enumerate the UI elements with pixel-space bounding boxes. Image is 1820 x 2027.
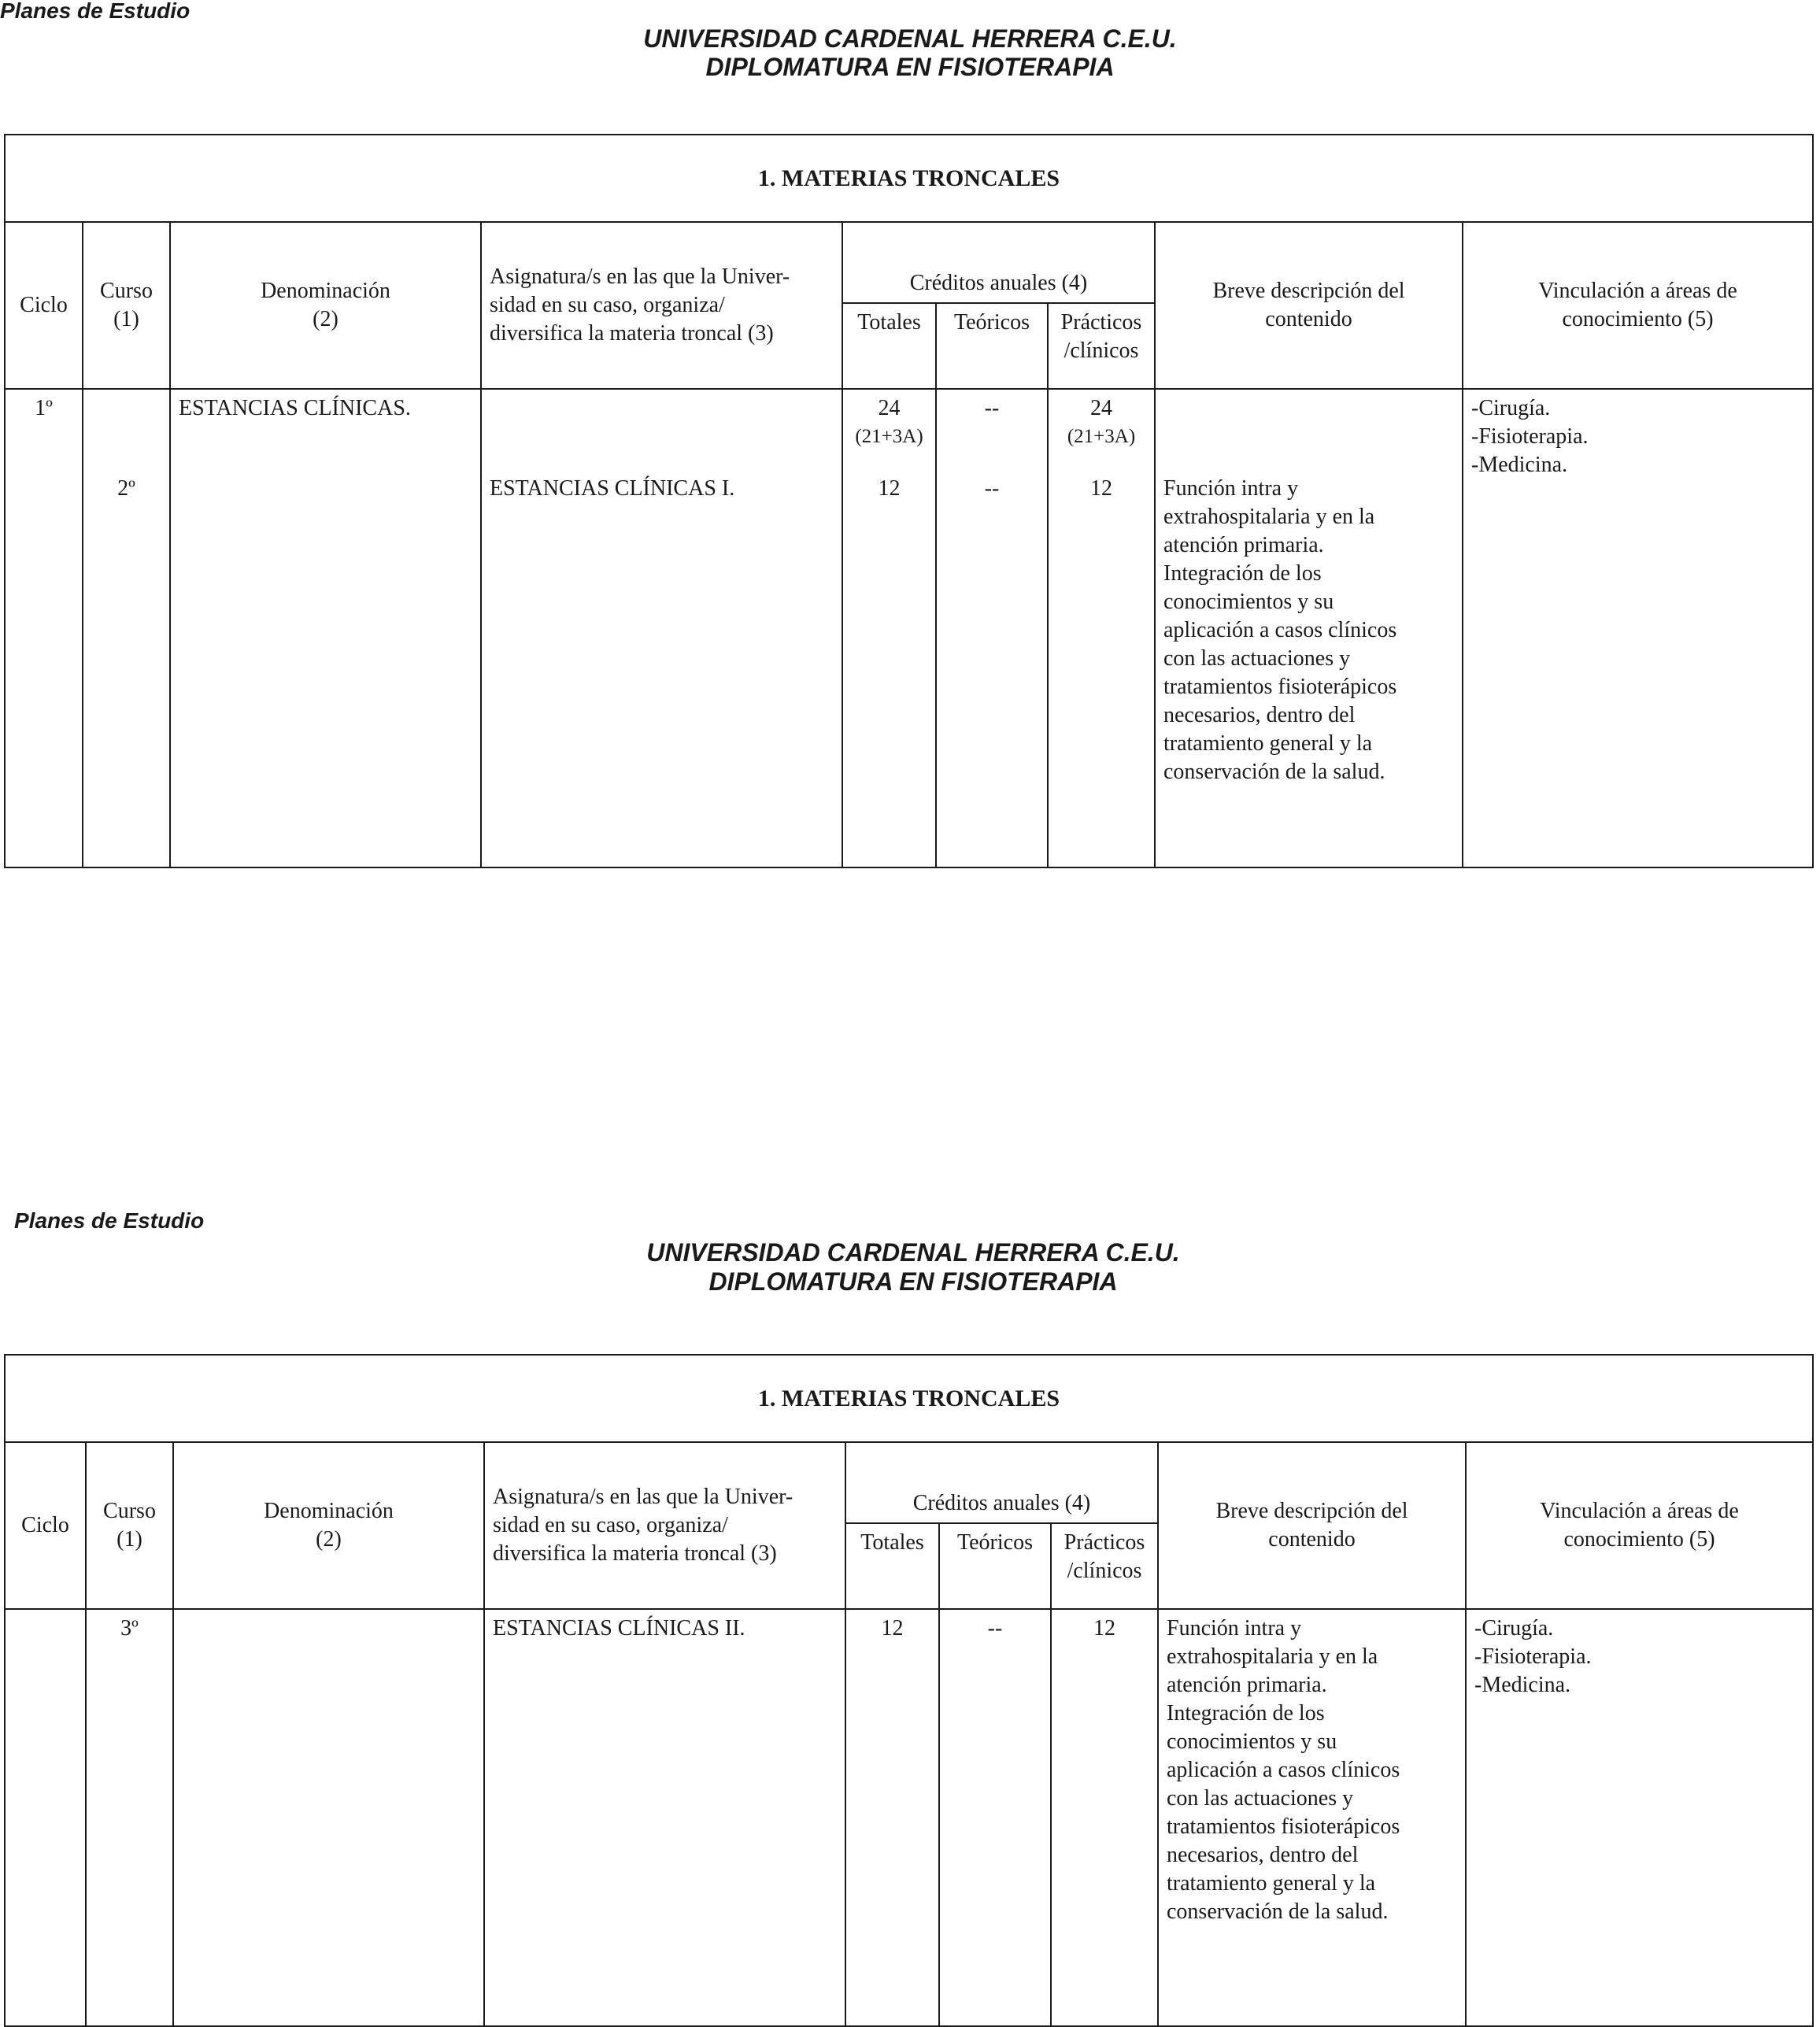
table-title-2: 1. MATERIAS TRONCALES	[5, 1355, 1813, 1442]
degree-title-2: DIPLOMATURA EN FISIOTERAPIA	[708, 1267, 1118, 1296]
col-header-creditos: Créditos anuales (4)	[845, 1442, 1158, 1523]
cell-teoricos: --	[939, 1609, 1051, 2026]
totales-value-2: 12	[878, 476, 901, 501]
cell-ciclo	[5, 1609, 86, 2026]
col-header-practicos: Prácticos /clínicos	[1048, 303, 1155, 389]
plan-label-2: Planes de Estudio	[14, 1208, 205, 1233]
cell-descripcion: Función intra y extrahospitalaria y en la atención primaria. Integración de los conocimientos y su aplicación a casos clínicos con las actuaciones y tratamientos fisioterápicos necesarios, dentro del tratamiento general y la conservación de la salud.	[1155, 389, 1463, 867]
cell-practicos: 12	[1051, 1609, 1158, 2026]
table-row	[5, 1609, 1813, 2026]
col-header-curso: Curso (1)	[83, 222, 170, 389]
cell-curso: 2º	[83, 389, 170, 867]
materias-table-1	[4, 134, 1814, 868]
col-header-vinculacion: Vinculación a áreas de conocimiento (5)	[1463, 222, 1813, 389]
materias-table-2	[4, 1354, 1814, 2027]
totales-value: 24	[878, 396, 901, 420]
col-header-descripcion: Breve descripción del contenido	[1155, 222, 1463, 389]
col-header-creditos: Créditos anuales (4)	[842, 222, 1155, 303]
col-header-ciclo: Ciclo	[5, 222, 83, 389]
col-header-descripcion: Breve descripción del contenido	[1158, 1442, 1466, 1609]
col-header-teoricos: Teóricos	[936, 303, 1048, 389]
col-header-ciclo: Ciclo	[5, 1442, 86, 1609]
col-header-denominacion: Denominación (2)	[170, 222, 481, 389]
cell-totales	[842, 389, 936, 867]
practicos-value: 24	[1090, 396, 1112, 420]
practicos-value-2: 12	[1090, 476, 1112, 501]
cell-asignatura: ESTANCIAS CLÍNICAS II.	[484, 1609, 845, 2026]
teoricos-value-2: --	[984, 476, 1000, 501]
col-header-vinculacion: Vinculación a áreas de conocimiento (5)	[1466, 1442, 1813, 1609]
cell-descripcion: Función intra y extrahospitalaria y en la atención primaria. Integración de los conocimientos y su aplicación a casos clínicos con las actuaciones y tratamientos fisioterápicos necesarios, dentro del tratamiento general y la conservación de la salud.	[1158, 1609, 1466, 2026]
cell-vinculacion: -Cirugía. -Fisioterapia. -Medicina.	[1463, 389, 1813, 867]
cell-denominacion	[173, 1609, 484, 2026]
cell-practicos	[1048, 389, 1155, 867]
cell-asignatura: ESTANCIAS CLÍNICAS I.	[481, 389, 842, 867]
col-header-asignatura: Asignatura/s en las que la Univer- sidad en su caso, organiza/ diversifica la materia troncal (3)	[481, 222, 842, 389]
teoricos-value: --	[984, 396, 1000, 420]
cell-vinculacion: -Cirugía. -Fisioterapia. -Medicina.	[1466, 1609, 1813, 2026]
cell-teoricos	[936, 389, 1048, 867]
table-row	[5, 389, 1813, 867]
col-header-totales: Totales	[845, 1523, 939, 1609]
table-title: 1. MATERIAS TRONCALES	[5, 135, 1813, 222]
cell-denominacion: ESTANCIAS CLÍNICAS.	[170, 389, 481, 867]
university-title: UNIVERSIDAD CARDENAL HERRERA C.E.U.	[643, 24, 1177, 53]
degree-title: DIPLOMATURA EN FISIOTERAPIA	[705, 53, 1115, 81]
totales-sub: (21+3A)	[855, 426, 923, 447]
cell-curso: 3º	[86, 1609, 173, 2026]
cell-ciclo: 1º	[5, 389, 83, 867]
practicos-sub: (21+3A)	[1067, 426, 1136, 447]
university-title-2: UNIVERSIDAD CARDENAL HERRERA C.E.U.	[646, 1238, 1180, 1267]
col-header-curso: Curso (1)	[86, 1442, 173, 1609]
col-header-teoricos: Teóricos	[939, 1523, 1051, 1609]
col-header-denominacion: Denominación (2)	[173, 1442, 484, 1609]
cell-totales: 12	[845, 1609, 939, 2026]
col-header-totales: Totales	[842, 303, 936, 389]
plan-label: Planes de Estudio	[0, 0, 191, 23]
col-header-asignatura: Asignatura/s en las que la Univer- sidad en su caso, organiza/ diversifica la materia troncal (3)	[484, 1442, 845, 1609]
col-header-practicos: Prácticos /clínicos	[1051, 1523, 1158, 1609]
